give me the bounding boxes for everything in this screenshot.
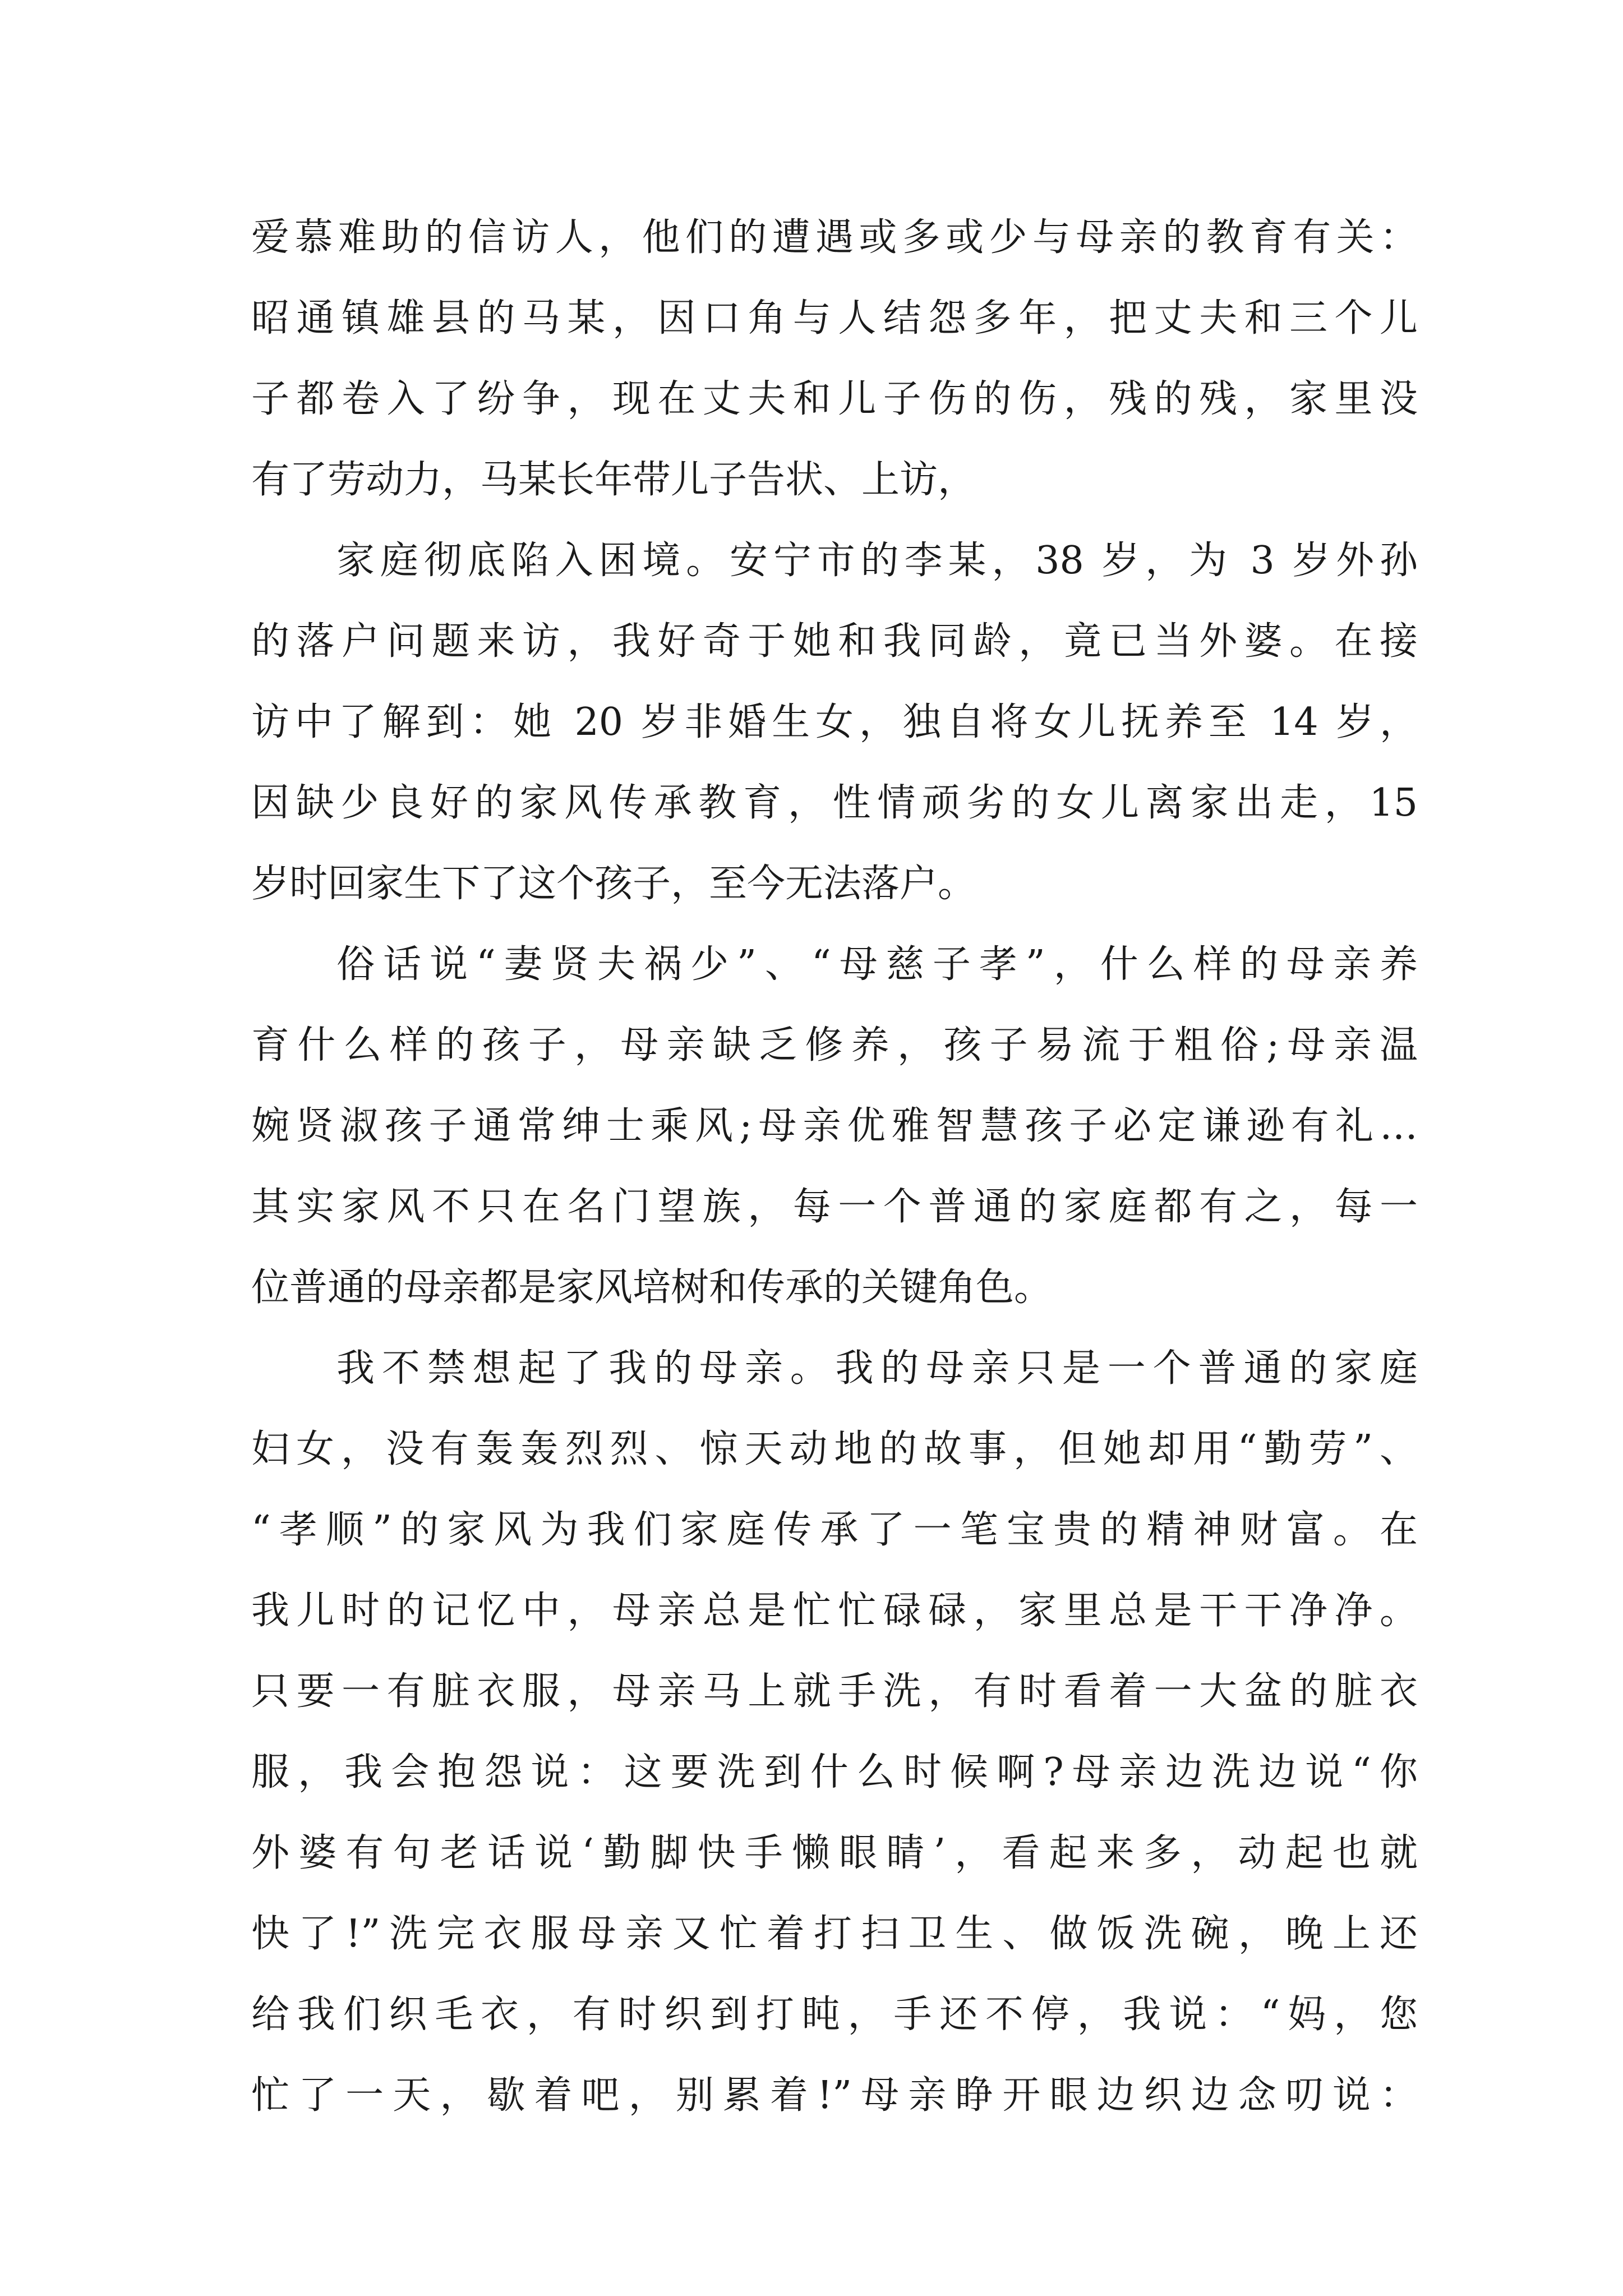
text-line: 快了!”洗完衣服母亲又忙着打扫卫生、做饭洗碗，晚上还 bbox=[251, 1912, 1418, 1956]
text-line: 只要一有脏衣服，母亲马上就手洗，有时看着一大盆的脏衣 bbox=[251, 1669, 1418, 1714]
text-line: 爱慕难助的信访人，他们的遭遇或多或少与母亲的教育有关： bbox=[251, 215, 1418, 260]
paragraph-first-line: 我不禁想起了我的母亲。我的母亲只是一个普通的家庭 bbox=[336, 1346, 1418, 1391]
text-line: 给我们织毛衣，有时织到打盹，手还不停，我说：“妈，您 bbox=[251, 1993, 1418, 2037]
text-line: 访中了解到：她 20 岁非婚生女，独自将女儿抚养至 14 岁， bbox=[251, 700, 1418, 744]
text-line: 岁时回家生下了这个孩子，至今无法落户。 bbox=[251, 862, 976, 906]
text-line: 昭通镇雄县的马某，因口角与人结怨多年，把丈夫和三个儿 bbox=[251, 296, 1418, 341]
text-line: 其实家风不只在名门望族，每一个普通的家庭都有之，每一 bbox=[251, 1185, 1418, 1229]
document-body bbox=[251, 197, 1418, 2136]
text-line: 外婆有句老话说‘勤脚快手懒眼睛’，看起来多，动起也就 bbox=[251, 1831, 1418, 1875]
text-line: “孝顺”的家风为我们家庭传承了一笔宝贵的精神财富。在 bbox=[251, 1508, 1418, 1552]
text-line: 婉贤淑孩子通常绅士乘风;母亲优雅智慧孩子必定谦逊有礼… bbox=[251, 1104, 1418, 1148]
text-line: 服，我会抱怨说：这要洗到什么时候啊?母亲边洗边说“你 bbox=[251, 1750, 1418, 1795]
paragraph-first-line: 俗话说“妻贤夫祸少”、“母慈子孝”，什么样的母亲养 bbox=[336, 942, 1418, 987]
text-line: 忙了一天，歇着吧，别累着!”母亲睁开眼边织边念叨说： bbox=[251, 2073, 1418, 2118]
paragraph-first-line: 家庭彻底陷入困境。安宁市的李某，38 岁，为 3 岁外孙 bbox=[336, 539, 1418, 583]
text-line: 因缺少良好的家风传承教育，性情顽劣的女儿离家出走，15 bbox=[251, 781, 1418, 825]
text-line: 有了劳动力，马某长年带儿子告状、上访， bbox=[251, 458, 976, 502]
text-line: 妇女，没有轰轰烈烈、惊天动地的故事，但她却用“勤劳”、 bbox=[251, 1427, 1418, 1471]
text-line: 子都卷入了纷争，现在丈夫和儿子伤的伤，残的残，家里没 bbox=[251, 377, 1418, 421]
text-line: 育什么样的孩子，母亲缺乏修养，孩子易流于粗俗;母亲温 bbox=[251, 1023, 1418, 1068]
text-line: 位普通的母亲都是家风培树和传承的关键角色。 bbox=[251, 1266, 1053, 1310]
text-line: 的落户问题来访，我好奇于她和我同龄，竟已当外婆。在接 bbox=[251, 619, 1418, 664]
text-line: 我儿时的记忆中，母亲总是忙忙碌碌，家里总是干干净净。 bbox=[251, 1589, 1418, 1633]
